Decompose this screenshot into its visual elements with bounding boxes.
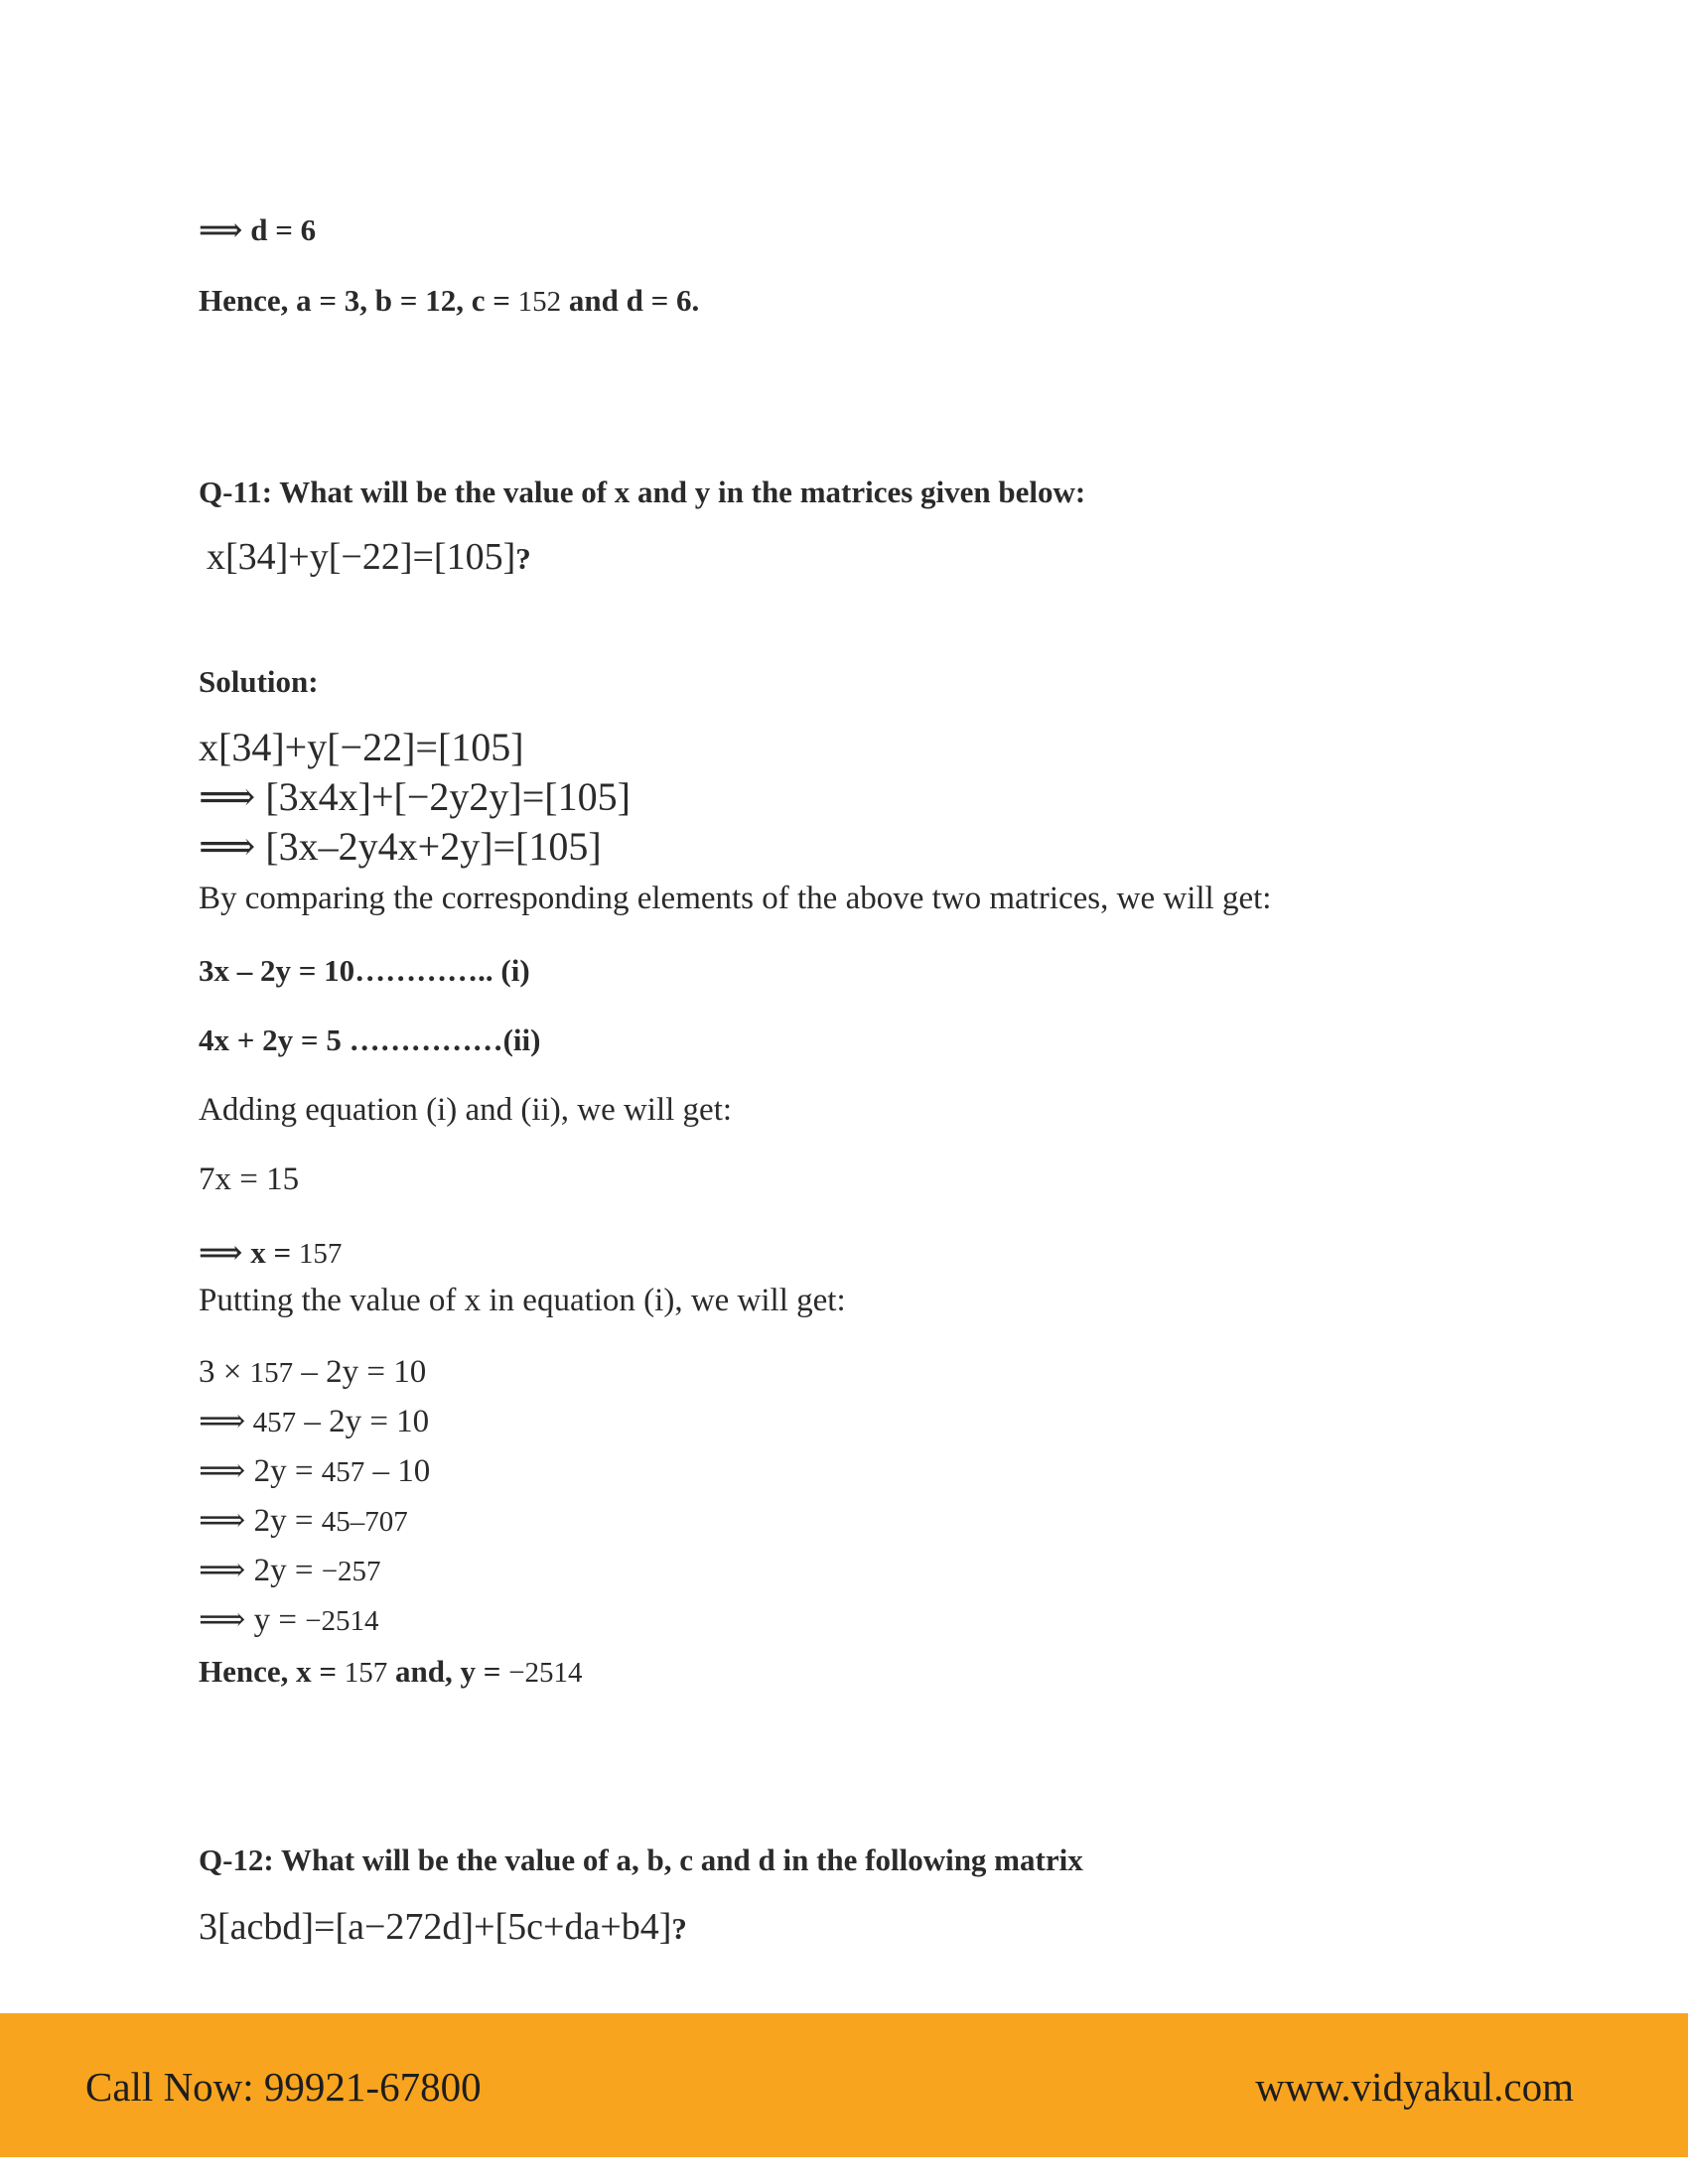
question-12-equation: 3[acbd]=[a−272d]+[5c+da+b4]? <box>199 1906 687 1948</box>
question-12: Q-12: What will be the value of a, b, c and d in the following matrix <box>199 1843 1083 1877</box>
implies-arrow: ⟹ <box>199 824 256 869</box>
implies-arrow: ⟹ <box>199 212 243 247</box>
solution-heading: Solution: <box>199 664 319 699</box>
implies-arrow: ⟹ <box>199 1602 246 1638</box>
question-11: Q-11: What will be the value of x and y in the matrices given below: <box>199 475 1086 509</box>
call-now-text: Call Now: 99921-67800 <box>85 2064 482 2110</box>
step-7x: 7x = 15 <box>199 1161 300 1197</box>
step-sub-4: ⟹ 2y = 45–707 <box>199 1503 408 1539</box>
implies-arrow: ⟹ <box>199 774 256 819</box>
implies-arrow: ⟹ <box>199 1404 246 1439</box>
comparison-text: By comparing the corresponding elements of the above two matrices, we will get: <box>199 881 1272 916</box>
footer-banner <box>0 2013 1688 2157</box>
adding-text: Adding equation (i) and (ii), we will get: <box>199 1092 733 1128</box>
step-x-value: ⟹ x = 157 <box>199 1235 343 1270</box>
answer-q10: Hence, a = 3, b = 12, c = 152 and d = 6. <box>199 283 700 318</box>
solution-line-2: ⟹ [3x4x]+[−2y2y]=[105] <box>199 774 631 819</box>
step-d-equals-6: ⟹ d = 6 <box>199 212 317 247</box>
equation-i: 3x – 2y = 10………….. (i) <box>199 953 530 988</box>
answer-q11: Hence, x = 157 and, y = −2514 <box>199 1654 583 1689</box>
solution-line-1: x[34]+y[−22]=[105] <box>199 725 524 769</box>
step-sub-1: 3 × 157 – 2y = 10 <box>199 1354 427 1390</box>
implies-arrow: ⟹ <box>199 1553 246 1588</box>
putting-text: Putting the value of x in equation (i), we will get: <box>199 1283 846 1318</box>
solution-line-3: ⟹ [3x–2y4x+2y]=[105] <box>199 824 602 869</box>
question-11-equation: x[34]+y[−22]=[105]? <box>207 536 531 578</box>
step-sub-3: ⟹ 2y = 457 – 10 <box>199 1453 431 1489</box>
implies-arrow: ⟹ <box>199 1453 246 1489</box>
website-link[interactable]: www.vidyakul.com <box>1255 2064 1574 2110</box>
implies-arrow: ⟹ <box>199 1235 243 1270</box>
equation-ii: 4x + 2y = 5 ……………(ii) <box>199 1023 541 1057</box>
step-sub-5: ⟹ 2y = −257 <box>199 1553 381 1588</box>
step-sub-6: ⟹ y = −2514 <box>199 1602 379 1638</box>
step-sub-2: ⟹ 457 – 2y = 10 <box>199 1404 430 1439</box>
implies-arrow: ⟹ <box>199 1503 246 1539</box>
